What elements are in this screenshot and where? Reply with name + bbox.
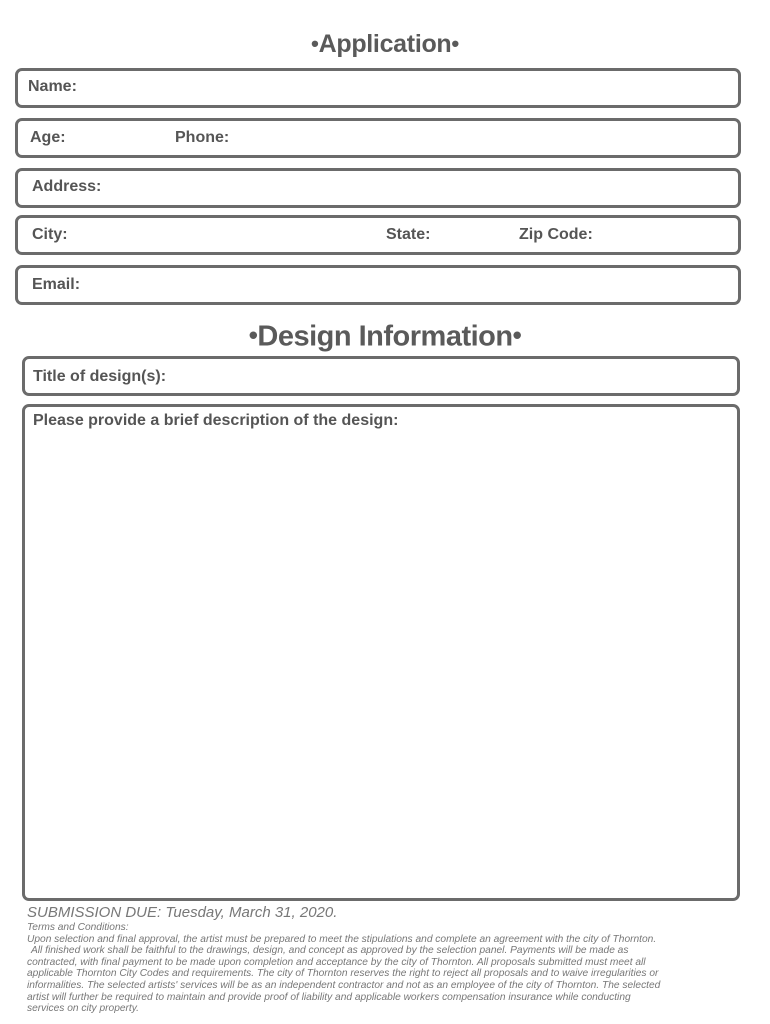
application-heading: •Application•	[311, 30, 459, 58]
phone-label: Phone:	[175, 129, 230, 146]
age-label: Age:	[30, 129, 66, 146]
design-description-field[interactable]	[22, 404, 740, 901]
terms-line: All finished work shall be faithful to the drawings, design, and concept as approved by the selection panel. Payments will be made as	[31, 945, 629, 957]
name-field[interactable]	[15, 68, 741, 108]
terms-line: applicable Thornton City Codes and requirements. The city of Thornton reserves the right to reject all proposals and to waive irregularities or	[27, 968, 659, 980]
title-of-design-field[interactable]	[22, 356, 740, 396]
age-phone-field[interactable]	[15, 118, 741, 158]
terms-heading: Terms and Conditions:	[27, 922, 129, 933]
terms-line: artist will further be required to maintain and provide proof of liability and applicable workers compensation insurance while conducting	[27, 991, 631, 1003]
city-label: City:	[32, 226, 68, 243]
design-description-label: Please provide a brief description of the design:	[33, 412, 399, 429]
email-label: Email:	[32, 276, 81, 293]
name-label: Name:	[28, 78, 77, 95]
terms-line: informalities. The selected artists' services will be as an independent contractor and not as an employee of the city of Thornton. The selected	[27, 979, 661, 991]
email-field[interactable]	[15, 265, 741, 305]
terms-line: Upon selection and final approval, the artist must be prepared to meet the stipulations and complete an agreement with the city of Thornton.	[27, 933, 657, 945]
address-field[interactable]	[15, 168, 741, 208]
title-of-design-label: Title of design(s):	[33, 368, 167, 385]
zip-code-label: Zip Code:	[519, 226, 593, 243]
state-label: State:	[386, 226, 431, 243]
city-state-zip-field[interactable]	[15, 215, 741, 255]
address-label: Address:	[32, 178, 102, 195]
terms-line: contracted, with final payment to be made upon completion and acceptance by the city of Thornton. All proposals submitted must meet all	[27, 956, 646, 968]
design-information-heading: •Design Information•	[248, 320, 522, 353]
submission-due: SUBMISSION DUE: Tuesday, March 31, 2020.	[27, 904, 338, 921]
terms-and-conditions	[27, 922, 739, 1015]
terms-line: services on city property.	[27, 1003, 139, 1015]
